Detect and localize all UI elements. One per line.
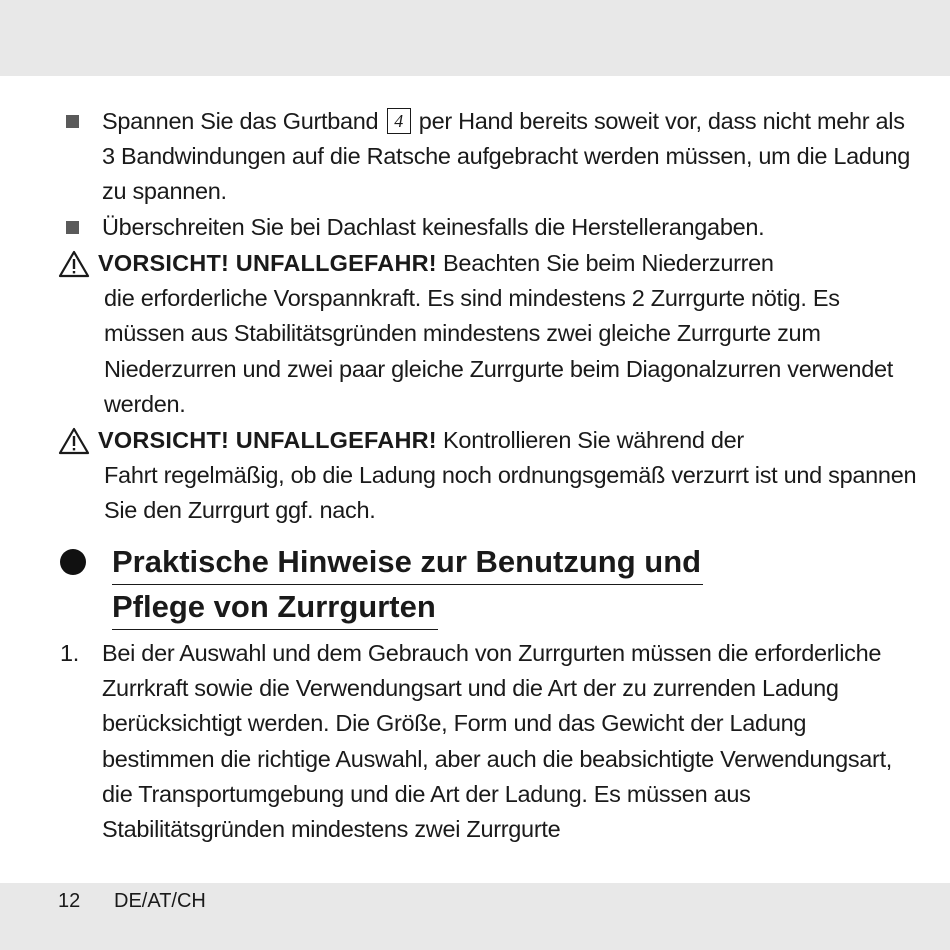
square-bullet-icon [66, 221, 79, 234]
bullet-item [60, 210, 920, 245]
section-heading-line: Pflege von Zurrgurten [112, 585, 438, 630]
locale-label: DE/AT/CH [114, 890, 206, 912]
warning-label: VORSICHT! UNFALLGEFAHR! [98, 250, 437, 276]
warning-text-rest: Fahrt regelmäßig, ob die Ladung noch ordnungsgemäß verzurrt ist und spannen Sie den Zurrgurt ggf. nach. [104, 462, 917, 524]
page-number: 12 [58, 890, 81, 912]
warning-block [58, 423, 918, 529]
warning-label: VORSICHT! UNFALLGEFAHR! [98, 427, 437, 453]
warning-text [98, 423, 918, 529]
part-reference-box: 4 [387, 108, 411, 134]
bullet-text-part: per Hand bereits soweit vor, dass nicht mehr als 3 Bandwindungen auf die Ratsche aufgebracht werden müssen, um die Ladung zu spannen. [102, 108, 910, 205]
section-bullet-icon [60, 549, 86, 575]
warning-block [58, 246, 918, 422]
bullet-text-part: Spannen Sie das Gurtband [102, 108, 379, 134]
bullet-text: Überschreiten Sie bei Dachlast keinesfalls die Herstellerangaben. [102, 214, 765, 240]
warning-triangle-icon [58, 427, 90, 455]
numbered-item [60, 636, 920, 847]
item-number: 1. [60, 640, 79, 666]
warning-text-rest: die erforderliche Vorspannkraft. Es sind mindestens 2 Zurrgurte nötig. Es müssen aus Stabilitätsgründen mindestens zwei gleiche Zurrgurte zum Niederzurren und zwei paar gleiche Zurrgurte beim Diagonalzurren verwendet werden. [104, 285, 893, 417]
numbered-item-text: Bei der Auswahl und dem Gebrauch von Zurrgurten müssen die erforderliche Zurrkraft sowie die Verwendungsart und die Art der zu zurrenden Ladung berücksichtigt werden. Die Größe, Form und das Gewicht der Ladung bestimmen die richtige Auswahl, aber auch die beabsichtigte Verwendungsart, die Transportumgebung und die Art der Ladung. Es müssen aus Stabilitätsgründen mindestens zwei Zurrgurte [102, 640, 893, 843]
square-bullet-icon [66, 115, 79, 128]
warning-text-first: Kontrollieren Sie während der [443, 427, 744, 453]
bullet-item [60, 104, 920, 210]
bullet-text [102, 104, 920, 210]
section-heading [58, 540, 918, 630]
section-heading-line: Praktische Hinweise zur Benutzung und [112, 540, 703, 585]
warning-text [98, 246, 918, 422]
top-band [0, 0, 950, 76]
warning-text-first: Beachten Sie beim Niederzurren [443, 250, 774, 276]
warning-triangle-icon [58, 250, 90, 278]
